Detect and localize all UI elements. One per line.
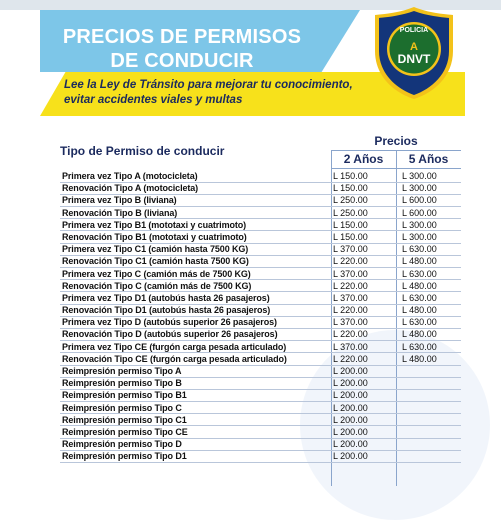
permit-type: Renovación Tipo C1 (camión hasta 7500 KG) xyxy=(62,256,249,267)
col-5-years: 5 Años xyxy=(408,152,449,166)
permit-type: Reimpresión permiso Tipo D xyxy=(62,439,182,450)
price-2-years: L 220.00 xyxy=(333,280,368,291)
page-title xyxy=(52,25,312,73)
permit-type: Renovación Tipo B (liviana) xyxy=(62,207,178,218)
permit-type: Renovación Tipo B1 (mototaxi y cuatrimoto) xyxy=(62,231,247,242)
price-5-years: L 480.00 xyxy=(402,256,437,267)
table-row xyxy=(60,341,461,353)
badge-top-text: POLICIA xyxy=(399,27,429,34)
permit-type: Renovación Tipo A (motocicleta) xyxy=(62,183,199,194)
price-5-years: L 300.00 xyxy=(402,183,437,194)
permit-type: Renovación Tipo D (autobús superior 26 pasajeros) xyxy=(62,329,278,340)
price-table xyxy=(60,170,461,463)
price-2-years: L 200.00 xyxy=(333,451,368,462)
badge-letter: A xyxy=(410,41,418,53)
table-row xyxy=(60,231,461,243)
permit-type: Reimpresión permiso Tipo C xyxy=(62,402,182,413)
table-row xyxy=(60,426,461,438)
price-2-years: L 200.00 xyxy=(333,402,368,413)
permit-type: Primera vez Tipo CE (furgón carga pesada articulado) xyxy=(62,341,287,352)
police-badge-icon xyxy=(373,5,455,101)
page-title-line1: PRECIOS DE PERMISOS xyxy=(62,26,302,48)
price-5-years: L 600.00 xyxy=(402,207,437,218)
table-row xyxy=(60,328,461,340)
table-row xyxy=(60,182,461,194)
price-5-years: L 630.00 xyxy=(402,244,437,255)
price-2-years: L 200.00 xyxy=(333,390,368,401)
table-row xyxy=(60,365,461,377)
price-2-years: L 200.00 xyxy=(333,414,368,425)
page-title-line2: DE CONDUCIR xyxy=(110,50,254,72)
price-2-years: L 150.00 xyxy=(333,171,368,181)
price-5-years: L 480.00 xyxy=(402,305,437,316)
permit-type: Primera vez Tipo C (camión más de 7500 KG) xyxy=(62,268,251,279)
price-5-years: L 300.00 xyxy=(402,219,437,230)
table-row xyxy=(60,255,461,267)
permit-type: Primera vez Tipo B1 (mototaxi y cuatrimoto) xyxy=(62,219,247,230)
table-row xyxy=(60,438,461,450)
table-row xyxy=(60,268,461,280)
table-row xyxy=(60,194,461,206)
table-row xyxy=(60,414,461,426)
price-2-years: L 220.00 xyxy=(333,305,368,316)
table-row xyxy=(60,207,461,219)
permit-type: Reimpresión permiso Tipo C1 xyxy=(62,414,187,425)
price-2-years: L 220.00 xyxy=(333,353,368,364)
table-row xyxy=(60,377,461,389)
price-2-years: L 150.00 xyxy=(333,231,368,242)
table-row xyxy=(60,280,461,292)
price-5-years: L 600.00 xyxy=(402,195,437,206)
price-2-years: L 250.00 xyxy=(333,207,368,218)
permit-type: Primera vez Tipo D (autobús superior 26 pasajeros) xyxy=(62,317,277,328)
permit-type: Primera vez Tipo B (liviana) xyxy=(62,195,177,206)
permit-type: Primera vez Tipo C1 (camión hasta 7500 KG) xyxy=(62,244,249,255)
price-2-years: L 220.00 xyxy=(333,329,368,340)
subtitle-line2: evitar accidentes viales y multas xyxy=(64,93,243,106)
table-row xyxy=(60,450,461,462)
price-5-years: L 630.00 xyxy=(402,292,437,303)
row-divider xyxy=(60,462,461,463)
permit-type: Reimpresión permiso Tipo D1 xyxy=(62,451,187,462)
price-2-years: L 200.00 xyxy=(333,366,368,376)
price-2-years: L 370.00 xyxy=(333,268,368,279)
permit-type: Renovación Tipo C (camión más de 7500 KG) xyxy=(62,280,252,291)
table-row xyxy=(60,292,461,304)
table-row xyxy=(60,219,461,231)
subtitle-line1: Lee la Ley de Tránsito para mejorar tu conocimiento, xyxy=(64,79,353,91)
permit-type: Primera vez Tipo A (motocicleta) xyxy=(62,171,198,181)
table-row xyxy=(60,170,461,182)
table-row xyxy=(60,243,461,255)
permit-type: Reimpresión permiso Tipo B xyxy=(62,378,182,389)
price-2-years: L 250.00 xyxy=(333,195,368,206)
price-2-years: L 200.00 xyxy=(333,426,368,437)
permit-type: Reimpresión permiso Tipo A xyxy=(62,366,182,376)
price-5-years: L 480.00 xyxy=(402,280,437,291)
permit-type: Renovación Tipo D1 (autobús hasta 26 pasajeros) xyxy=(62,305,271,316)
price-5-years: L 630.00 xyxy=(402,268,437,279)
permit-type: Renovación Tipo CE (furgón carga pesada articulado) xyxy=(62,353,287,364)
permit-type: Reimpresión permiso Tipo B1 xyxy=(62,390,187,401)
price-2-years: L 200.00 xyxy=(333,378,368,389)
price-2-years: L 370.00 xyxy=(333,244,368,255)
price-2-years: L 200.00 xyxy=(333,439,368,450)
price-2-years: L 220.00 xyxy=(333,256,368,267)
col-2-years: 2 Años xyxy=(343,152,384,166)
badge-main-text: DNVT xyxy=(397,52,431,66)
price-5-years: L 630.00 xyxy=(402,317,437,328)
price-2-years: L 370.00 xyxy=(333,341,368,352)
precios-header: Precios xyxy=(374,134,418,148)
tipo-header: Tipo de Permiso de conducir xyxy=(60,144,225,158)
price-2-years: L 150.00 xyxy=(333,219,368,230)
table-row xyxy=(60,389,461,401)
price-5-years: L 300.00 xyxy=(402,231,437,242)
table-row xyxy=(60,304,461,316)
price-2-years: L 370.00 xyxy=(333,292,368,303)
price-5-years: L 480.00 xyxy=(402,329,437,340)
permit-type: Primera vez Tipo D1 (autobús hasta 26 pasajeros) xyxy=(62,292,270,303)
price-2-years: L 150.00 xyxy=(333,183,368,194)
table-row xyxy=(60,353,461,365)
permit-type: Reimpresión permiso Tipo CE xyxy=(62,426,188,437)
price-2-years: L 370.00 xyxy=(333,317,368,328)
subtitle xyxy=(64,78,364,107)
table-row xyxy=(60,402,461,414)
table-row xyxy=(60,316,461,328)
price-5-years: L 480.00 xyxy=(402,353,437,364)
price-5-years: L 630.00 xyxy=(402,341,437,352)
price-5-years: L 300.00 xyxy=(402,171,437,181)
